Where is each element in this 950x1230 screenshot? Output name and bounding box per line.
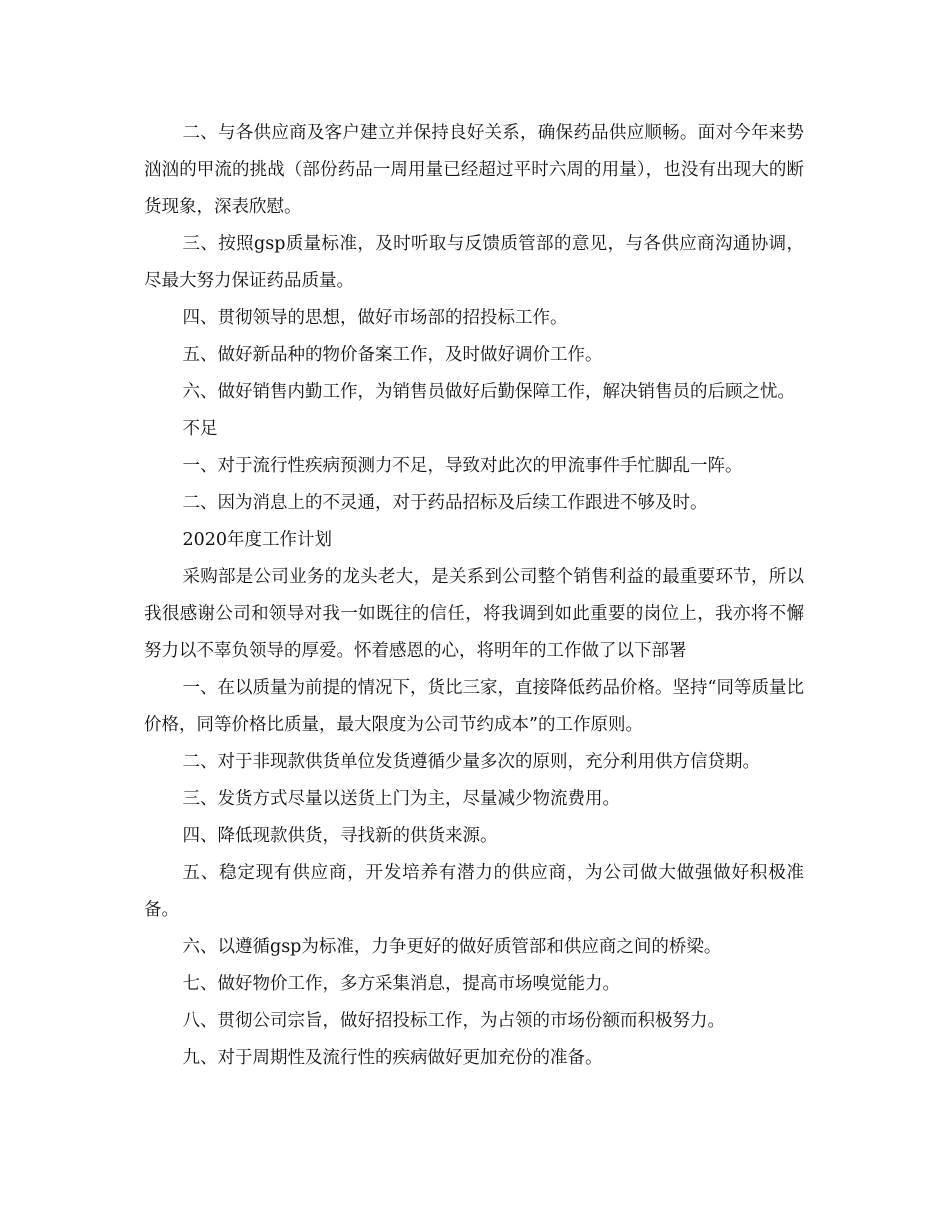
plan-item-2: 二、对于非现款供货单位发货遵循少量多次的原则，充分利用供方信贷期。 xyxy=(182,752,760,772)
plan-item-9: 九、对于周期性及流行性的疾病做好更加充份的准备。 xyxy=(182,1048,603,1068)
paragraph-gsp-quality: 三、按照gsp质量标准，及时听取与反馈质管部的意见，与各供应商沟通协调，尽最大努力保证药品质量。 xyxy=(144,234,804,291)
plan-item-7: 七、做好物价工作，多方采集消息，提高市场嗅觉能力。 xyxy=(182,974,620,994)
paragraph-shortcoming-1: 一、对于流行性疾病预测力不足，导致对此次的甲流事件手忙脚乱一阵。 xyxy=(182,456,743,476)
plan-item-1: 一、在以质量为前提的情况下，货比三家，直接降低药品价格。坚持“同等质量比价格，同等价格比质量，最大限度为公司节约成本”的工作原则。 xyxy=(144,678,804,735)
plan-item-8: 八、贯彻公司宗旨，做好招投标工作，为占领的市场份额而积极努力。 xyxy=(182,1011,725,1031)
document-body xyxy=(144,115,804,1077)
paragraph-sales-support: 六、做好销售内勤工作，为销售员做好后勤保障工作，解决销售员的后顾之忧。 xyxy=(182,382,795,402)
paragraph-plan-intro: 采购部是公司业务的龙头老大，是关系到公司整个销售利益的最重要环节，所以我很感谢公司和领导对我一如既往的信任，将我调到如此重要的岗位上，我亦将不懈努力以不辜负领导的厚爱。怀着感恩的心，将明年的工作做了以下部署 xyxy=(144,567,804,661)
plan-item-3: 三、发货方式尽量以送货上门为主，尽量减少物流费用。 xyxy=(182,789,620,809)
plan-item-4: 四、降低现款供货，寻找新的供货来源。 xyxy=(182,826,498,846)
paragraph-bidding: 四、贯彻领导的思想，做好市场部的招投标工作。 xyxy=(182,308,568,328)
paragraph-shortcoming-2: 二、因为消息上的不灵通，对于药品招标及后续工作跟进不够及时。 xyxy=(182,493,708,513)
paragraph-price-filing: 五、做好新品种的物价备案工作，及时做好调价工作。 xyxy=(182,345,603,365)
plan-item-6: 六、以遵循gsp为标准，力争更好的做好质管部和供应商之间的桥梁。 xyxy=(182,937,722,957)
heading-shortcomings: 不足 xyxy=(182,419,218,439)
paragraph-supplier-relations: 二、与各供应商及客户建立并保持良好关系，确保药品供应顺畅。面对今年来势汹汹的甲流的挑战（部份药品一周用量已经超过平时六周的用量），也没有出现大的断货现象，深表欣慰。 xyxy=(144,123,804,217)
plan-item-5: 五、稳定现有供应商，开发培养有潜力的供应商，为公司做大做强做好积极准备。 xyxy=(144,863,804,920)
heading-work-plan: 2020年度工作计划 xyxy=(182,530,333,550)
